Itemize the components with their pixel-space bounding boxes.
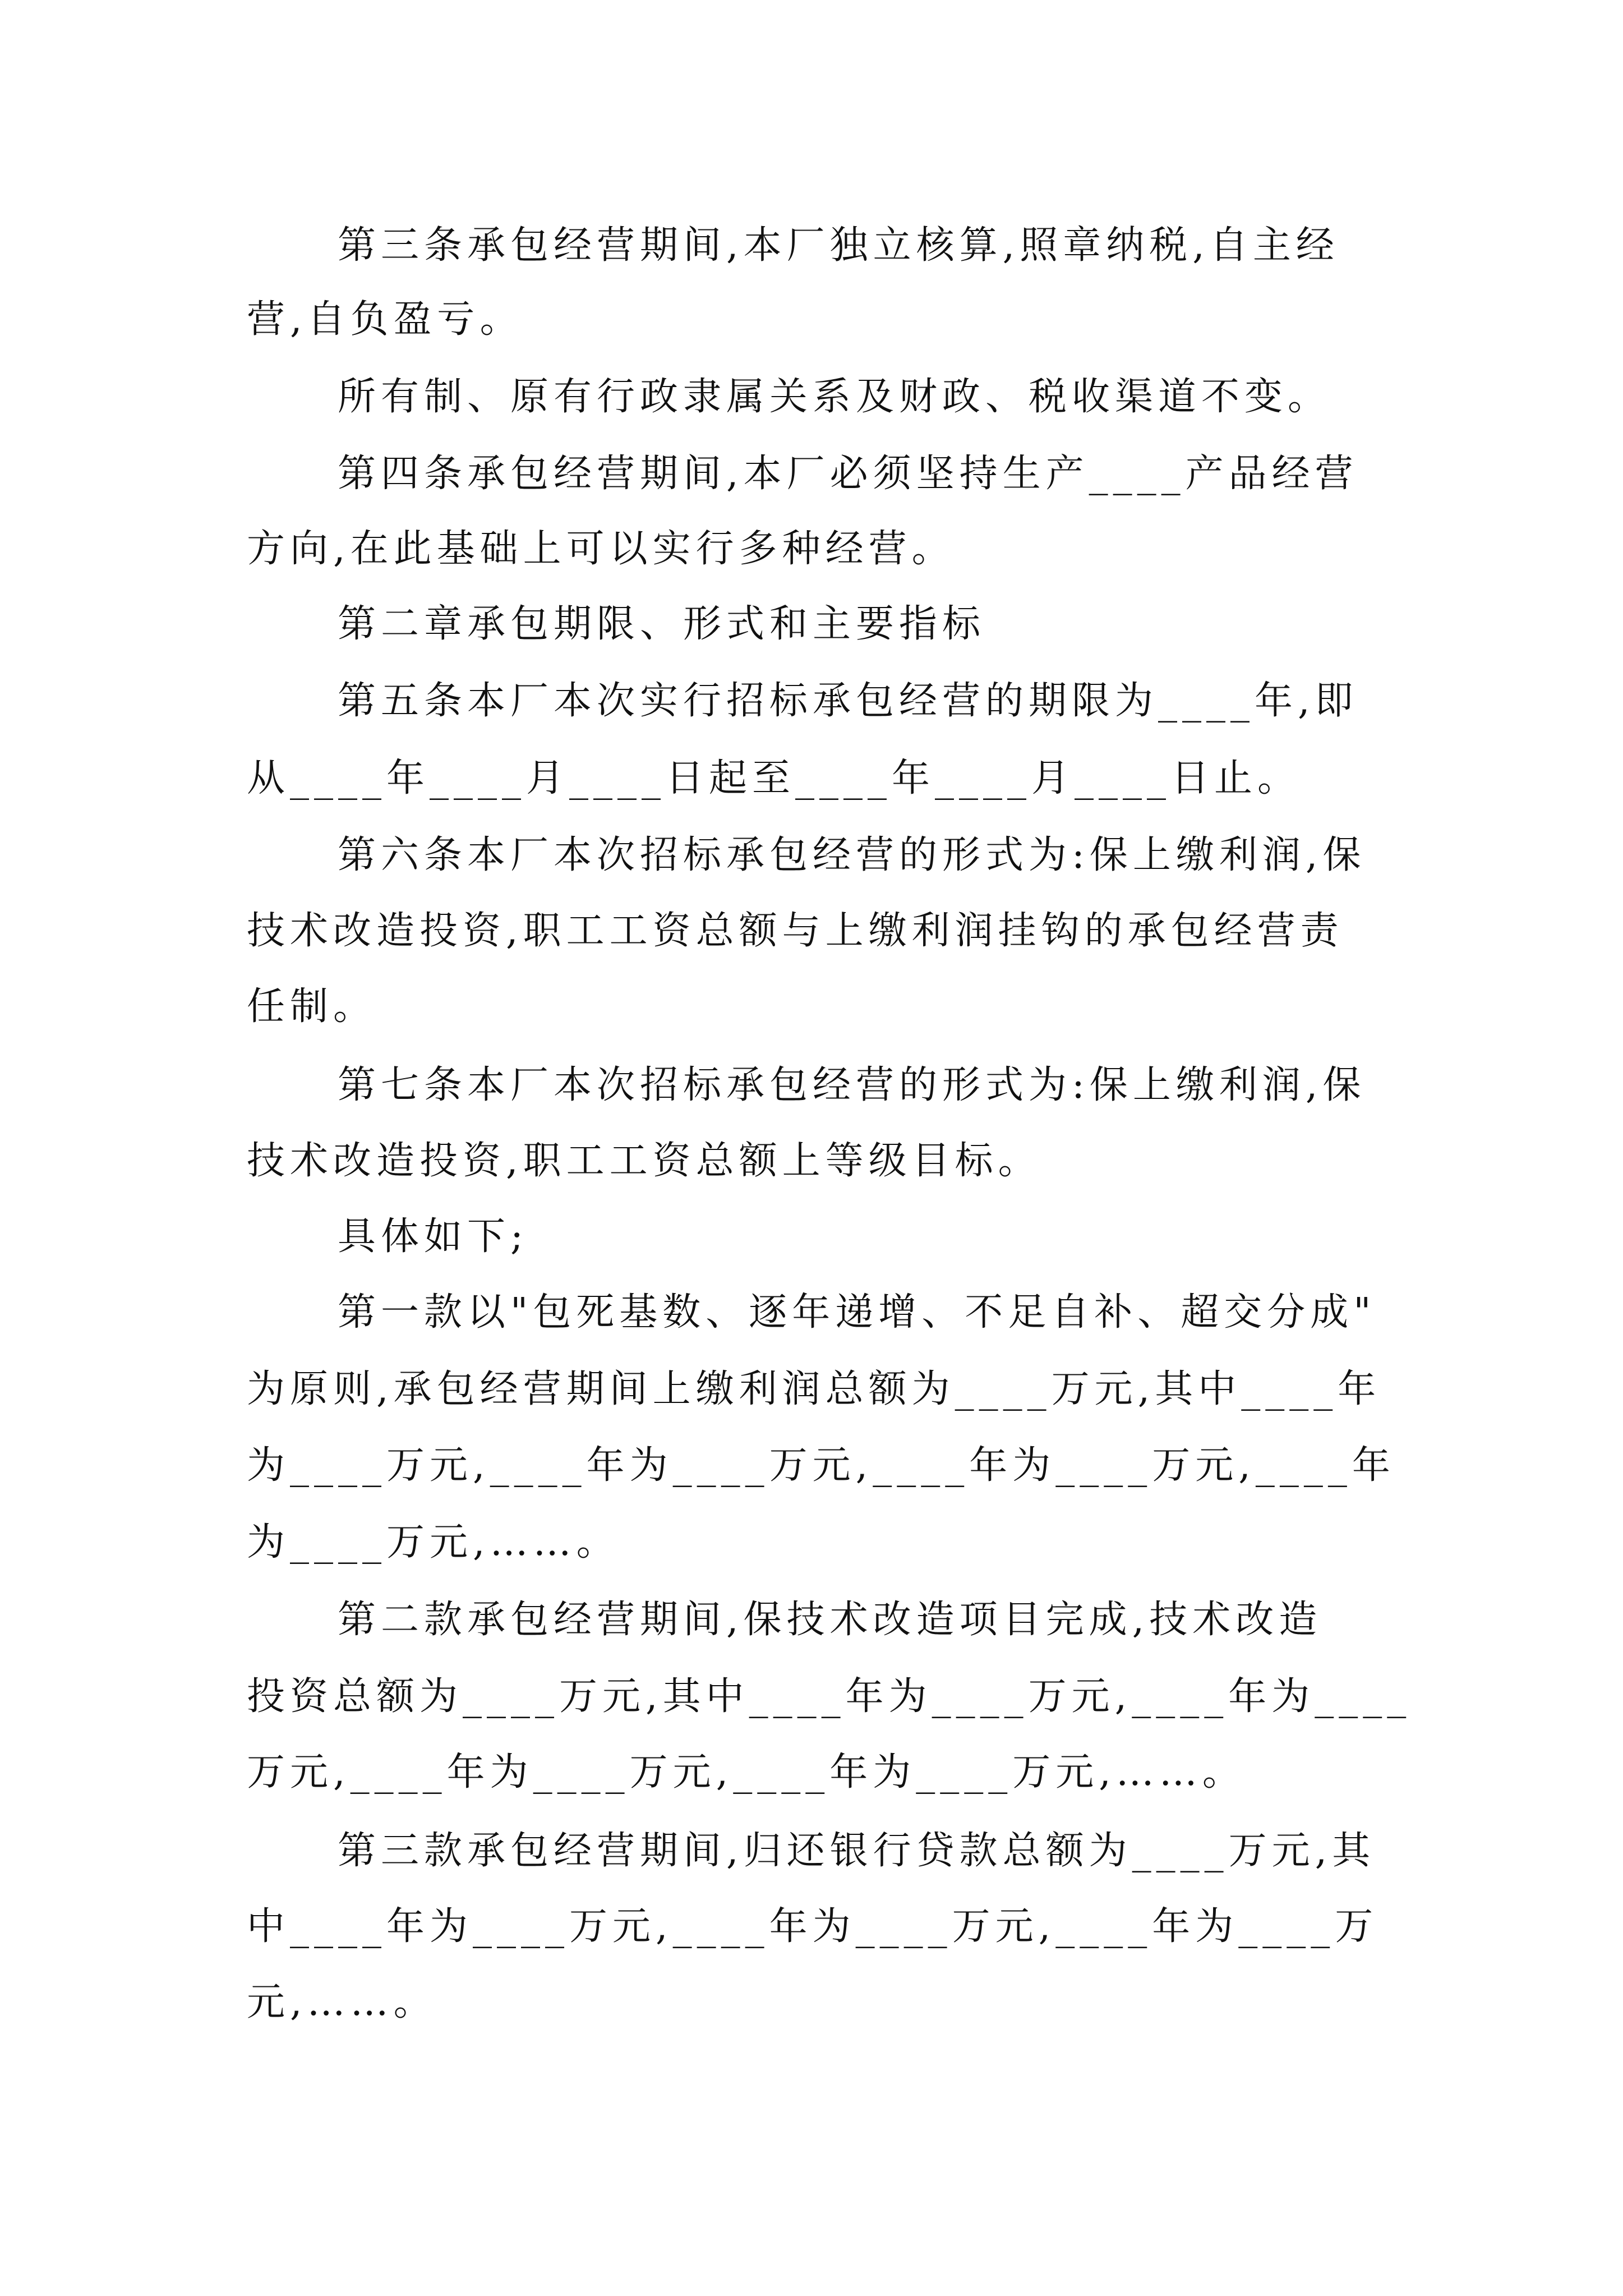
text-line: 万元,____年为____万元,____年为____万元,……。 xyxy=(247,1750,1246,1795)
text-line: 为____万元,____年为____万元,____年为____万元,____年 xyxy=(247,1443,1395,1488)
text-line: 第七条本厂本次招标承包经营的形式为:保上缴利润,保 xyxy=(338,1063,1366,1107)
text-line: 第五条本厂本次实行招标承包经营的期限为____年,即 xyxy=(338,679,1358,723)
text-line: 元,……。 xyxy=(247,1980,437,2024)
text-line: 具体如下; xyxy=(338,1214,528,1259)
text-line: 营,自负盈亏。 xyxy=(247,297,523,342)
text-line: 为____万元,……。 xyxy=(247,1520,620,1565)
text-line: 第三款承包经营期间,归还银行贷款总额为____万元,其 xyxy=(338,1829,1376,1873)
text-line: 任制。 xyxy=(247,984,377,1029)
text-line: 从____年____月____日起至____年____月____日止。 xyxy=(247,756,1301,800)
text-line: 投资总额为____万元,其中____年为____万元,____年为____ xyxy=(247,1674,1412,1719)
text-line: 方向,在此基础上可以实行多种经营。 xyxy=(247,527,955,571)
text-line: 技术改造投资,职工工资总额上等级目标。 xyxy=(247,1139,1041,1183)
text-line: 为原则,承包经营期间上缴利润总额为____万元,其中____年 xyxy=(247,1367,1381,1411)
text-line: 技术改造投资,职工工资总额与上缴利润挂钩的承包经营责 xyxy=(247,909,1344,953)
text-line: 第三条承包经营期间,本厂独立核算,照章纳税,自主经 xyxy=(338,223,1339,268)
text-line: 第二款承包经营期间,保技术改造项目完成,技术改造 xyxy=(338,1598,1322,1642)
text-line: 第六条本厂本次招标承包经营的形式为:保上缴利润,保 xyxy=(338,833,1366,877)
text-line: 第四条承包经营期间,本厂必须坚持生产____产品经营 xyxy=(338,452,1358,496)
text-line: 中____年为____万元,____年为____万元,____年为____万 xyxy=(247,1904,1378,1949)
text-line: 所有制、原有行政隶属关系及财政、税收渠道不变。 xyxy=(338,375,1331,419)
chapter-heading: 第二章承包期限、形式和主要指标 xyxy=(338,602,986,646)
text-line: 第一款以"包死基数、逐年递增、不足自补、超交分成" xyxy=(338,1290,1376,1335)
